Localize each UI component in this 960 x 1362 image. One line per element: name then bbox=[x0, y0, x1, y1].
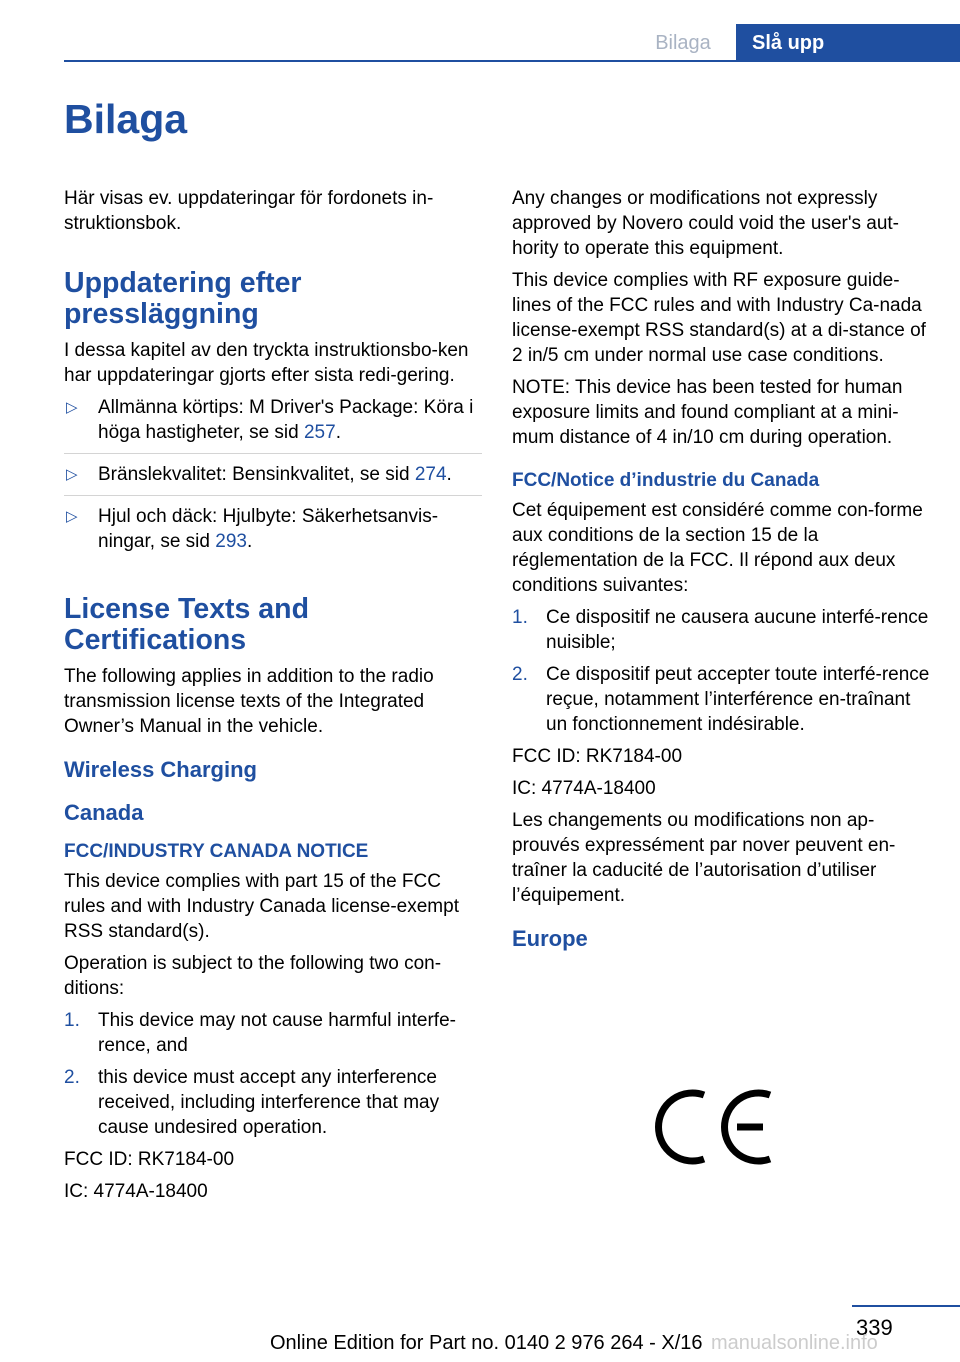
triangle-bullet-icon: ▷ bbox=[66, 466, 78, 483]
list-item-suffix: . bbox=[446, 464, 452, 485]
page-reference-link[interactable]: 274 bbox=[414, 464, 447, 485]
list-item-text: Bränslekvalitet: Bensinkvalitet, se sid bbox=[98, 464, 415, 485]
list-item bbox=[512, 662, 932, 737]
list-item-text: Allmänna körtips: M Driver's Package: Köra i höga hastigheter, se sid bbox=[98, 397, 474, 443]
updates-body: I dessa kapitel av den tryckta instruktionsbo-ken har uppdateringar gjorts efter sista redi-gering. bbox=[64, 340, 469, 386]
list-item-suffix: . bbox=[335, 422, 341, 443]
note-text: NOTE: This device has been tested for human exposure limits and found compliant at a mini-mum distance of 4 in/10 cm during operation. bbox=[512, 377, 903, 448]
triangle-bullet-icon: ▷ bbox=[66, 399, 78, 416]
updates-heading: Uppdatering efter pressläggning bbox=[64, 267, 302, 330]
online-edition-text: Online Edition for Part no. 0140 2 976 264 - X/16 bbox=[270, 1332, 703, 1354]
fr-ic-number: IC: 4774A-18400 bbox=[512, 778, 656, 799]
header-section-tab[interactable]: Bilaga bbox=[655, 31, 711, 54]
rf-exposure-text: This device complies with RF exposure guide-lines of the FCC rules and with Industry Ca-nada license-exempt RSS standard(s) at a di-stance of 2 in/5 cm under normal use case conditions. bbox=[512, 270, 926, 366]
list-number: 1. bbox=[64, 1010, 80, 1031]
license-body: The following applies in addition to the radio transmission license texts of the Integrated Owner’s Manual in the vehicle. bbox=[64, 666, 434, 737]
list-number: 2. bbox=[512, 664, 528, 685]
fr-notice-heading: FCC/Notice d’industrie du Canada bbox=[512, 470, 820, 491]
triangle-bullet-icon: ▷ bbox=[66, 508, 78, 525]
fr-compliance-text: Cet équipement est considéré comme con-forme aux conditions de la section 15 de la réglementation de la FCC. Il répond aux deux conditions suivantes: bbox=[512, 500, 923, 596]
ic-number: IC: 4774A-18400 bbox=[64, 1181, 208, 1202]
list-item-suffix: . bbox=[246, 531, 253, 552]
ce-mark-icon bbox=[655, 1084, 779, 1170]
conditions-list bbox=[64, 1008, 482, 1140]
list-item-text: Ce dispositif ne causera aucune interfé-rence nuisible; bbox=[546, 607, 929, 653]
fr-conditions-list bbox=[512, 605, 932, 737]
fr-fcc-id: FCC ID: RK7184-00 bbox=[512, 746, 683, 767]
list-item bbox=[64, 462, 482, 496]
changes-text: Any changes or modifications not expressly approved by Novero could void the user's aut-hority to operate this equipment. bbox=[512, 188, 900, 259]
wireless-charging-heading: Wireless Charging bbox=[64, 757, 257, 782]
watermark: manualsonline.info bbox=[711, 1332, 878, 1354]
fcc-id: FCC ID: RK7184-00 bbox=[64, 1149, 235, 1170]
page-reference-link[interactable]: 257 bbox=[303, 422, 336, 443]
list-item-text: Hjul och däck: Hjulbyte: Säkerhetsanvis-ningar, se sid bbox=[98, 506, 439, 552]
list-item-text: This device may not cause harmful interfe-rence, and bbox=[98, 1010, 456, 1056]
list-item bbox=[64, 1008, 482, 1058]
page-reference-link[interactable]: 293 bbox=[215, 531, 247, 552]
page-title: Bilaga bbox=[64, 96, 188, 142]
list-item bbox=[64, 504, 482, 562]
right-column bbox=[512, 186, 932, 965]
license-heading: License Texts and Certifications bbox=[64, 593, 309, 656]
list-item bbox=[64, 1065, 482, 1140]
list-number: 1. bbox=[512, 607, 528, 628]
list-item-text: this device must accept any interference received, including interference that may cause undesired operation. bbox=[98, 1067, 440, 1138]
intro-text: Här visas ev. uppdateringar för fordonets in-struktionsbok. bbox=[64, 188, 434, 234]
updates-list bbox=[64, 395, 482, 562]
page-number: 339 bbox=[856, 1315, 893, 1340]
header-rule bbox=[64, 60, 960, 62]
footer-rule bbox=[852, 1305, 960, 1307]
europe-heading: Europe bbox=[512, 926, 588, 951]
operation-conditions-text: Operation is subject to the following two con-ditions: bbox=[64, 953, 442, 999]
list-item bbox=[512, 605, 932, 655]
fr-changes-text: Les changements ou modifications non ap-prouvés expressément par nover peuvent en-traîner la caducité de l’autorisation d’utiliser l’équipement. bbox=[512, 810, 896, 906]
list-item-text: Ce dispositif peut accepter toute interfé-rence reçue, notamment l’interférence en-traînant un fonctionnement indésirable. bbox=[546, 664, 930, 735]
list-item bbox=[64, 395, 482, 454]
fcc-compliance-text: This device complies with part 15 of the FCC rules and with Industry Canada license-exempt RSS standard(s). bbox=[64, 871, 459, 942]
header-lookup-tab[interactable]: Slå upp bbox=[736, 24, 960, 62]
fcc-ic-notice-heading: FCC/INDUSTRY CANADA NOTICE bbox=[64, 841, 369, 862]
list-number: 2. bbox=[64, 1067, 80, 1088]
left-column bbox=[64, 186, 482, 1211]
canada-heading: Canada bbox=[64, 800, 144, 825]
